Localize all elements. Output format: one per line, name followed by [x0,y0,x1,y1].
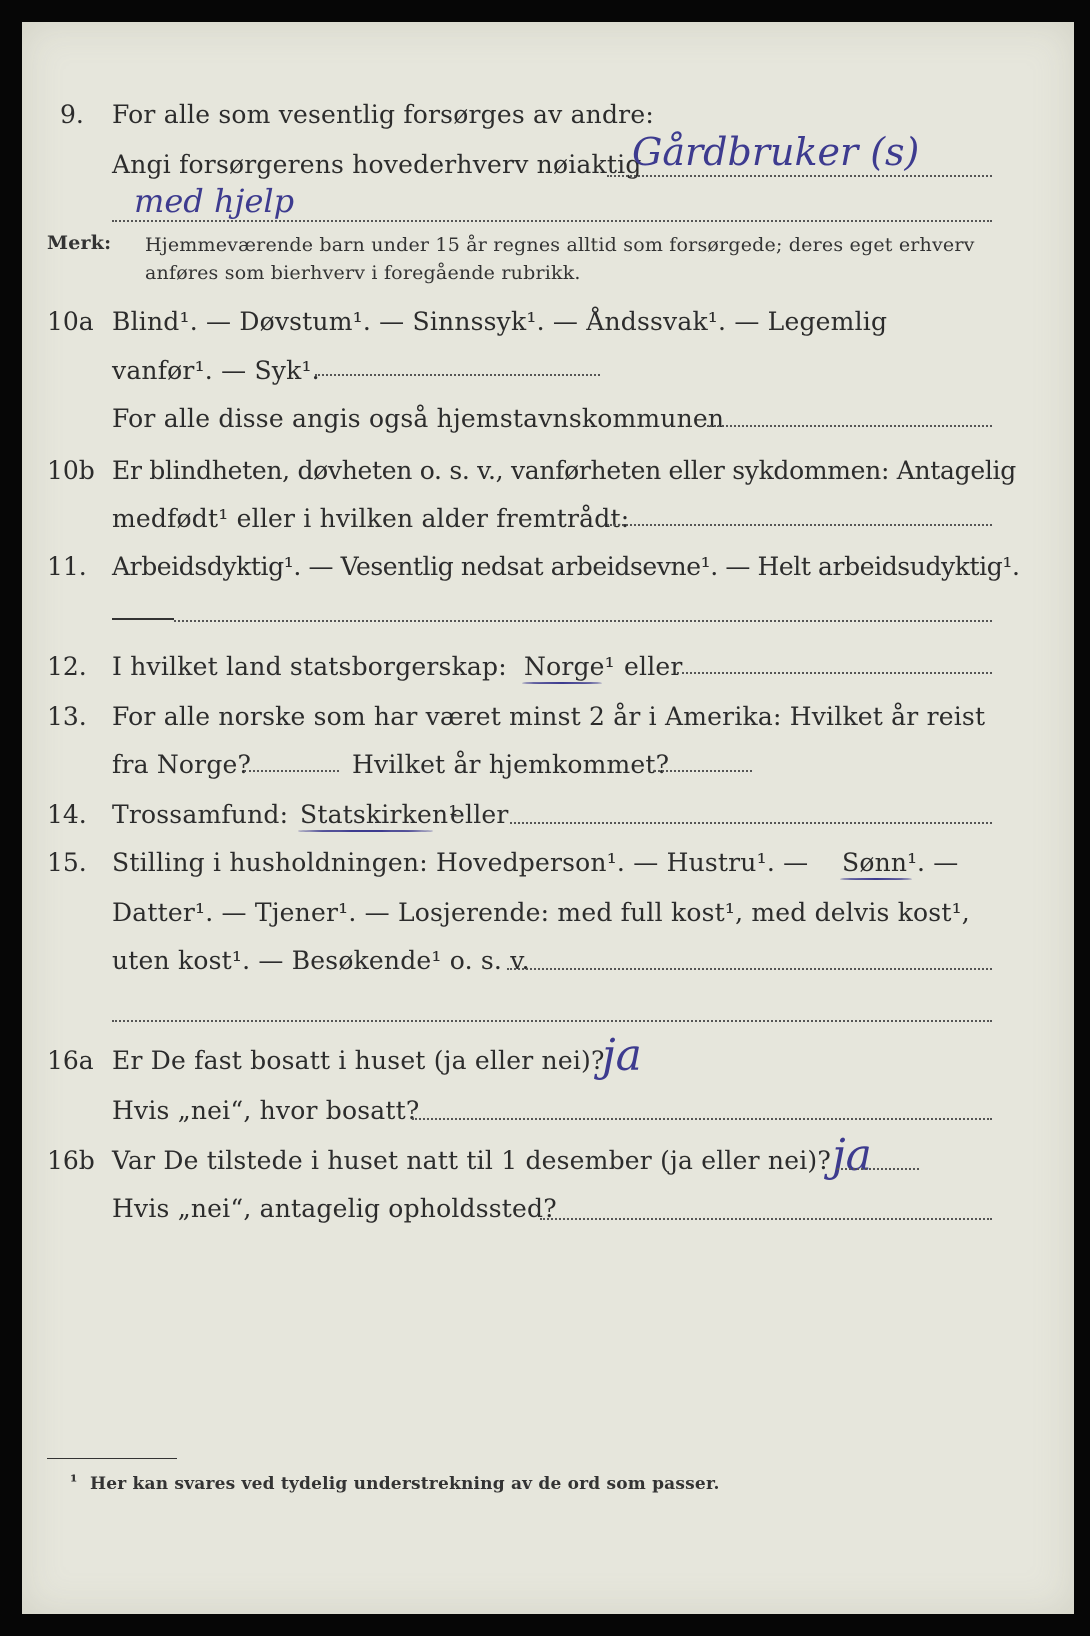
q16a-handwritten-answer: ja [602,1030,642,1081]
footnote-mark: ¹ [70,1472,78,1492]
q13-number: 13. [47,702,87,731]
q13-line1: For alle norske som har været minst 2 år i Amerika: Hvilket år reist [112,702,986,731]
q12-handwritten-underline [522,682,602,684]
q16b-handwritten-answer: ja [832,1130,872,1181]
q9-handwritten-occupation: Gårdbruker (s) [632,130,920,174]
q15-handwritten-underline [840,878,912,880]
q10b-line2: medfødt¹ eller i hvilken alder fremtrådt: [112,504,630,533]
q16a-number: 16a [47,1046,94,1075]
q10b-number: 10b [47,456,95,485]
q14-answer-line[interactable] [510,822,992,824]
q11-answer-line[interactable] [174,620,992,622]
q9-handwritten-help: med hjelp [134,182,295,220]
q16b-line2: Hvis „nei“, antagelig opholdssted? [112,1194,557,1223]
q16b-answer-line[interactable] [837,1168,919,1170]
q15-line2: Datter¹. — Tjener¹. — Losjerende: med full kost¹, med delvis kost¹, [112,898,970,927]
q10a-line1: Blind¹. — Døvstum¹. — Sinnssyk¹. — Åndssvak¹. — Legemlig [112,307,888,336]
q12-prefix: I hvilket land statsborgerskap: [112,652,507,681]
q14-prefix: Trossamfund: [112,800,289,829]
q11-line1: Arbeidsdyktig¹. — Vesentlig nedsat arbeidsevne¹. — Helt arbeidsudyktig¹. [112,552,1020,581]
q12-suffix: eller [624,652,683,681]
q14-number: 14. [47,800,87,829]
q16a-answer-line[interactable] [412,1118,992,1120]
q13-reist-line[interactable] [244,770,339,772]
q16b-number: 16b [47,1146,95,1175]
merk-line2: anføres som bierhverv i foregående rubrikk. [145,262,581,284]
q15-line1c: . — [917,848,959,877]
q9-answer-line[interactable] [607,175,992,177]
q12-option-norge[interactable]: Norge¹ [524,652,615,681]
q13-line2b: Hvilket år hjemkommet? [352,750,670,779]
q9-number: 9. [60,100,84,129]
census-form-page [22,22,1074,1614]
q9-line2: Angi forsørgerens hovederhverv nøiaktig [112,150,642,179]
q14-handwritten-underline [298,830,433,832]
q11-short-rule [112,618,174,620]
q9-continuation-line[interactable] [112,220,992,222]
q10a-line3: For alle disse angis også hjemstavnskommunen [112,404,725,433]
q16b-line1: Var De tilstede i huset natt til 1 desember (ja eller nei)? [112,1146,831,1175]
footnote-rule [47,1458,177,1459]
q16a-line1: Er De fast bosatt i huset (ja eller nei)? [112,1046,605,1075]
q10b-line1: Er blindheten, døvheten o. s. v., vanførheten eller sykdommen: Antagelig [112,456,1016,485]
q11-number: 11. [47,552,87,581]
q10a-syk-line[interactable] [315,374,600,376]
footnote-text: Her kan svares ved tydelig understrekning av de ord som passer. [90,1474,720,1494]
q15-option-sonn[interactable]: Sønn¹ [842,848,918,877]
q9-line1: For alle som vesentlig forsørges av andre: [112,100,654,129]
q13-line2a: fra Norge? [112,750,252,779]
q10a-kommune-line[interactable] [707,425,992,427]
merk-line1: Hjemmeværende barn under 15 år regnes alltid som forsørgede; deres eget erhverv [145,234,975,256]
q10a-line2: vanfør¹. — Syk¹. [112,356,320,385]
merk-label: Merk: [47,232,112,254]
q14-option-statskirken[interactable]: Statskirken¹ [300,800,459,829]
q15-number: 15. [47,848,87,877]
q14-suffix: eller [450,800,509,829]
q12-number: 12. [47,652,87,681]
q10b-answer-line[interactable] [607,524,992,526]
q15-continuation-line[interactable] [112,1020,992,1022]
q15-line1a: Stilling i husholdningen: Hovedperson¹. — Hustru¹. — [112,848,809,877]
q15-answer-line[interactable] [507,968,992,970]
q12-answer-line[interactable] [677,672,992,674]
q13-hjemkommet-line[interactable] [654,770,752,772]
q16a-line2: Hvis „nei“, hvor bosatt? [112,1096,420,1125]
q10a-number: 10a [47,307,94,336]
q16b-opholdssted-line[interactable] [540,1218,992,1220]
q15-line3: uten kost¹. — Besøkende¹ o. s. v. [112,946,530,975]
